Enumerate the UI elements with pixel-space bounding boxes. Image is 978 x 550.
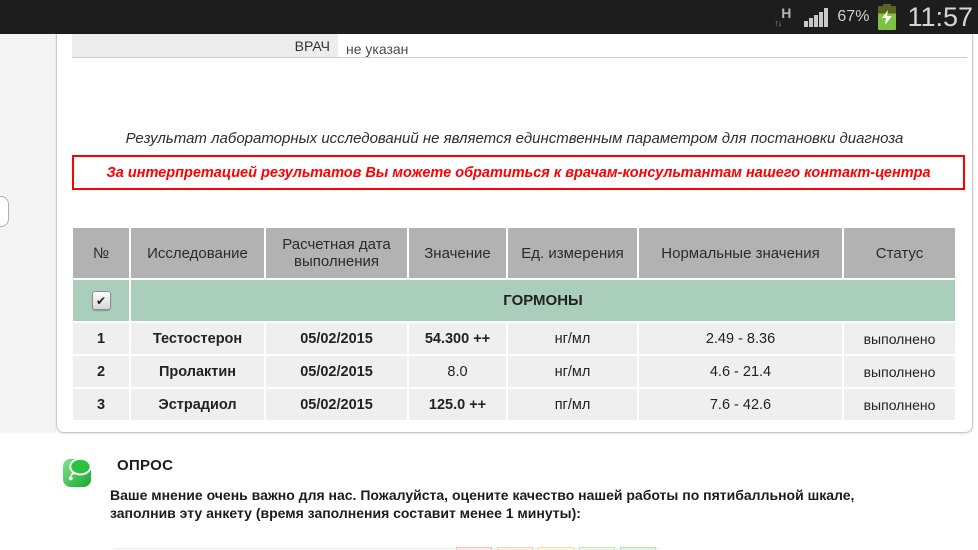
group-title: ГОРМОНЫ — [503, 292, 583, 309]
page-gutter — [0, 34, 56, 433]
test-date: 05/02/2015 — [266, 389, 407, 420]
test-name: Пролактин — [131, 356, 264, 387]
survey-description-line2: заполнив эту анкету (время заполнения составит менее 1 минуты): — [110, 504, 581, 521]
col-header-test: Исследование — [131, 228, 264, 278]
col-header-date: Расчетная дата выполнения — [266, 228, 407, 278]
results-header-row — [73, 228, 955, 278]
test-date: 05/02/2015 — [266, 323, 407, 354]
test-value: 8.0 — [409, 356, 506, 387]
network-type-label: H — [781, 5, 792, 21]
battery-percent-label: 67% — [837, 8, 870, 25]
group-row — [73, 280, 955, 321]
test-unit: нг/мл — [508, 356, 637, 387]
row-number: 2 — [73, 356, 129, 387]
disclaimer-text: Результат лабораторных исследований не является единственным параметром для постановки диагноза — [125, 130, 904, 147]
test-date: 05/02/2015 — [266, 356, 407, 387]
group-title-cell — [131, 280, 955, 321]
edge-panel-handle[interactable] — [0, 196, 9, 227]
col-header-unit: Ед. измерения — [508, 228, 637, 278]
data-transfer-arrows-icon: ↑↓ — [774, 18, 782, 28]
test-value: 125.0 ++ — [409, 389, 506, 420]
test-name: Эстрадиол — [131, 389, 264, 420]
consult-alert-text: За интерпретацией результатов Вы можете обратиться к врачам-консультантам нашего контакт-центра — [106, 164, 931, 181]
survey-description — [110, 487, 854, 522]
status-badge: выполнено — [844, 323, 955, 354]
row-number: 1 — [73, 323, 129, 354]
battery-charging-icon — [878, 6, 896, 30]
status-bar — [0, 0, 978, 34]
doctor-field-label: ВРАЧ — [72, 34, 338, 57]
survey-description-line1: Ваше мнение очень важно для нас. Пожалуйста, оцените качество нашей работы по пятибалльной шкале, — [110, 487, 855, 503]
row-number: 3 — [73, 389, 129, 420]
doctor-field-value: не указан — [346, 41, 409, 57]
survey-chat-icon — [62, 455, 93, 488]
checkmark-icon: ✔ — [95, 293, 107, 308]
consult-alert-banner — [72, 155, 965, 190]
signal-strength-icon — [804, 8, 828, 27]
group-checkbox-cell — [73, 280, 129, 321]
results-table — [71, 226, 957, 422]
test-name: Тестостерон — [131, 323, 264, 354]
clock-label: 11:57 — [907, 1, 973, 32]
group-checkbox[interactable] — [92, 291, 111, 310]
table-row — [73, 323, 955, 354]
hspa-network-icon — [774, 6, 791, 28]
row-divider — [72, 57, 967, 58]
status-badge: выполнено — [844, 389, 955, 420]
table-row — [73, 356, 955, 387]
charging-bolt-icon — [882, 10, 892, 25]
survey-title: ОПРОС — [117, 457, 174, 474]
test-unit: нг/мл — [508, 323, 637, 354]
test-value: 54.300 ++ — [409, 323, 506, 354]
test-unit: пг/мл — [508, 389, 637, 420]
test-normal: 7.6 - 42.6 — [639, 389, 842, 420]
col-header-number: № — [73, 228, 129, 278]
test-normal: 2.49 - 8.36 — [639, 323, 842, 354]
col-header-status: Статус — [844, 228, 955, 278]
lab-results-card — [56, 34, 973, 433]
test-normal: 4.6 - 21.4 — [639, 356, 842, 387]
col-header-normal: Нормальные значения — [639, 228, 842, 278]
status-badge: выполнено — [844, 356, 955, 387]
col-header-value: Значение — [409, 228, 506, 278]
table-row — [73, 389, 955, 420]
